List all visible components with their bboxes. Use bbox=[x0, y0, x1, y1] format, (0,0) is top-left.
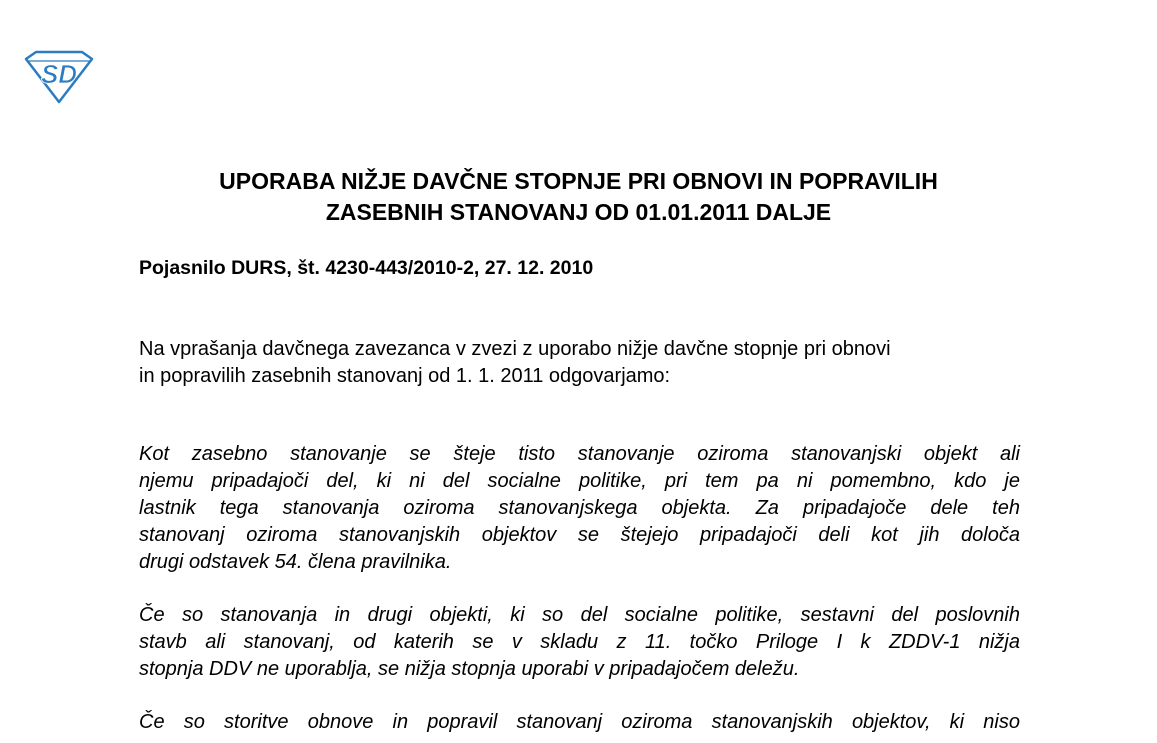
title-line-2: ZASEBNIH STANOVANJ OD 01.01.2011 DALJE bbox=[325, 199, 832, 225]
paragraph-line: stanovanj oziroma stanovanjskih objektov se štejejo pripadajoči deli kot jih določa bbox=[139, 524, 1020, 546]
paragraph-line: stavb ali stanovanj, od katerih se v skladu z 11. točko Priloge I k ZDDV-1 nižja bbox=[139, 631, 1020, 653]
intro-line-2: in popravilih zasebnih stanovanj od 1. 1. 2011 odgovarjamo: bbox=[139, 365, 671, 387]
document-title bbox=[60, 166, 1097, 228]
paragraph-line: lastnik tega stanovanja oziroma stanovanjskega objekta. Za pripadajoče dele teh bbox=[139, 497, 1020, 519]
paragraph-line: Če so stanovanja in drugi objekti, ki so del socialne politike, sestavni del poslovnih bbox=[139, 604, 1020, 626]
paragraph-line: njemu pripadajoči del, ki ni del socialne politike, pri tem pa ni pomembno, kdo je bbox=[139, 470, 1020, 492]
paragraph-line: drugi odstavek 54. člena pravilnika. bbox=[139, 551, 452, 573]
title-line-1: UPORABA NIŽJE DAVČNE STOPNJE PRI OBNOVI IN POPRAVILIH bbox=[219, 168, 938, 194]
reference-line: Pojasnilo DURS, št. 4230-443/2010-2, 27. 12. 2010 bbox=[139, 257, 594, 279]
intro-paragraph bbox=[139, 336, 1029, 390]
body-paragraph-2 bbox=[139, 602, 1020, 683]
logo-letters: SD bbox=[40, 59, 78, 89]
intro-line-1: Na vprašanja davčnega zavezanca v zvezi z uporabo nižje davčne stopnje pri obnovi bbox=[139, 338, 891, 360]
body-paragraph-1 bbox=[139, 441, 1020, 576]
body-paragraph-3 bbox=[139, 709, 1020, 736]
paragraph-line: stopnja DDV ne uporablja, se nižja stopnja uporabi v pripadajočem deležu. bbox=[139, 658, 800, 680]
paragraph-line: Če so storitve obnove in popravil stanovanj oziroma stanovanjskih objektov, ki niso bbox=[139, 711, 1020, 733]
paragraph-line: Kot zasebno stanovanje se šteje tisto stanovanje oziroma stanovanjski objekt ali bbox=[139, 443, 1020, 465]
company-logo-icon bbox=[22, 49, 96, 105]
